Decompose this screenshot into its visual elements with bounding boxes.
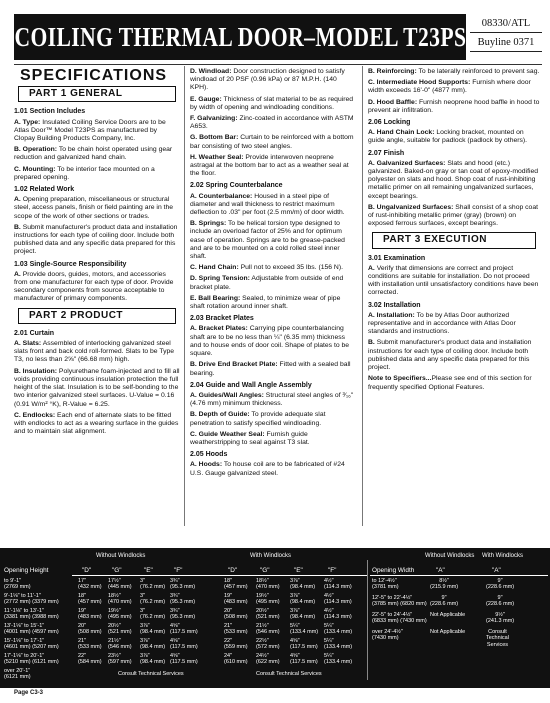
spec-label: A. Type: [14,118,41,126]
section-heading: 2.01 Curtain [14,329,55,337]
column-header: Opening Height [4,567,49,574]
spec-label: G. Bottom Bar: [190,134,239,142]
table-cell: 21" (533 mm) [224,623,248,636]
spec-paragraph [14,340,180,365]
spec-paragraph [368,204,540,229]
spec-label: D. Hood Baffle: [368,98,418,106]
spec-text: Structural steel angles of ³⁄₁₆" (4.76 mm) minimum thickness. [190,391,354,408]
table-cell: 24½" (622 mm) [256,653,280,666]
table-cell: 5¼" (133.4 mm) [324,638,353,651]
spec-text: Door construction designed to satisfy windload of 20 PSF (0.96 kPa) or 87 M.P.H. (140 KPH). [190,68,345,92]
table-cell: 19½" (495 mm) [108,608,132,621]
row-label: 9'-1⅛" to 11'-1" (2772 mm) (3379 mm) [4,593,59,606]
spec-text: Assembled of interlocking galvanized steel slats front and back cold roll-formed. Slats to be Type T3, no less than 2⅝" (66.68 mm) high. [14,340,175,364]
spec-paragraph [190,96,356,112]
spec-text: Thickness of slat material to be as required by width of opening and windloading conditions. [190,95,354,111]
table-cell: 20½" (521 mm) [108,623,132,636]
column-header: "E" [294,567,303,574]
spec-label: H. Weather Seal: [190,153,244,161]
section-code: 08330/ATL [470,14,542,33]
spec-label: A. Bracket Plates: [190,325,248,333]
spec-paragraph [14,412,180,437]
spec-label: B. Springs: [190,220,227,228]
spec-label: B. Ungalvanized Surfaces: [368,203,454,211]
spec-text: Curtain to be reinforced with a bottom bar consisting of two steel angles. [190,134,354,150]
spec-label: A. Hoods: [190,461,223,469]
spec-label: B. Operation: [14,146,58,154]
spec-label: D. Windload: [190,68,232,75]
spec-label: A. [14,270,21,278]
table-cell: 4⅝" (117.5 mm) [170,653,198,666]
spec-paragraph [14,368,180,409]
table-cell: 3¾" (95.3 mm) [170,578,196,591]
spec-paragraph [368,265,540,298]
title-banner [14,14,466,60]
spec-label: B. Drive End Bracket Plate: [190,361,278,369]
table-cell: 5¼" (133.4 mm) [324,653,353,666]
table-cell: 3¾" (95.3 mm) [170,608,196,621]
spec-label: A. Galvanized Surfaces: [368,159,446,167]
table-cell: 19" (483 mm) [224,593,248,606]
spec-paragraph [368,129,540,145]
spec-paragraph [14,196,180,221]
table-cell: 21½" (546 mm) [108,638,132,651]
table-cell: 22½" (572 mm) [256,638,280,651]
table-cell: 3⅞" (98.4 mm) [140,653,166,666]
row-label: 12'-5" to 22'-4½" (3785 mm) (6820 mm) [372,595,427,608]
table-cell: 3⅞" (98.4 mm) [290,578,316,591]
spec-text: Locking bracket, mounted on guide angle, suitable for padlock (padlock by others). [368,129,528,145]
column-divider [184,66,185,526]
column-1 [14,68,180,439]
spec-paragraph [190,134,356,150]
table-cell: 22" (584 mm) [78,653,102,666]
section-heading: 2.07 Finish [368,149,405,157]
section-heading: 1.02 Related Work [14,186,75,194]
column-3-content [368,68,540,392]
table-cell: 18½" (470 mm) [256,578,280,591]
table-cell: 4½" (114.3 mm) [324,578,352,591]
table-cell: 9" (228.6 mm) [486,595,515,608]
spec-paragraph [190,264,356,272]
table-cell: 4⅝" (117.5 mm) [290,638,318,651]
spec-text: Provide interwoven neoprene astragal at the bottom bar to act as a weather seal at the floor. [190,153,349,178]
column-header: Opening Width [372,567,415,574]
spec-label: D. Spring Tension: [190,275,250,283]
spec-paragraph [190,275,356,291]
spec-text: Carrying pipe counterbalancing shaft are to be no less than ¼" (6.35 mm) thickness and to house ends of door coil. Shape of plates to be square. [190,325,350,358]
spec-text: Fitted with a sealed ball bearing. [190,361,351,377]
spec-label: C. Intermediate Hood Supports: [368,79,471,87]
spec-label: E. Gauge: [190,95,222,103]
table-cell: 4½" (114.3 mm) [324,608,352,621]
spec-label: C. Hand Chain: [190,264,239,272]
top-rule [14,64,542,65]
spec-text: To be chain hoist operated using gear reduction and galvanized hand chain. [14,146,173,162]
table-divider [367,560,368,680]
spec-text: To be helical torsion type designed to include an overload factor of 25% and for optimum ease of operation. Springs are to be grease-packed and are to be mounted on a cold rolled steel inner shaft. [190,220,345,261]
spec-paragraph [14,146,180,162]
spec-paragraph [14,271,180,304]
spec-paragraph [190,220,356,261]
spec-text: To be interior face mounted on a prepared opening. [14,165,155,181]
spec-text: Insulated Coiling Service Doors are to be Atlas Door™ Model T23PS as manufactured by Clopay Building Products Company, Inc. [14,118,166,143]
spec-text: Please see end of this section for frequently specified Optional Features. [368,375,532,391]
row-label: 22'-5" to 24'-4½" (6833 mm) (7430 mm) [372,612,427,625]
spec-text: Furnish where door width exceeds 16'-0" (4877 mm). [368,79,531,95]
spec-text: Submit manufacturer's product data and installation instructions for each type of coiling door. Include both published data and any specific data prepared for this project. [368,339,532,372]
table-cell: 21" (533 mm) [78,638,102,651]
spec-paragraph [368,79,540,95]
spec-label: C. Endlocks: [14,411,56,419]
table-cell: 17" (432 mm) [78,578,102,591]
spec-paragraph [190,68,356,93]
spec-label: B. Reinforcing: [368,68,417,75]
spec-paragraph [190,392,356,408]
table-cell: 24" (610 mm) [224,653,248,666]
page-number: Page C3-3 [14,690,44,696]
spec-text: Furnish guide weatherstripping to seal against T3 slat. [190,430,310,446]
section-heading: 3.01 Examination [368,254,426,262]
spec-text: Each end of alternate slats to be fitted with endlocks to act as a wearing surface in the guides and to maintain slat alignment. [14,411,179,436]
spec-text: Zinc-coated in accordance with ASTM A653. [190,115,354,131]
page-title: COILING THERMAL DOOR–MODEL T23PS [14,21,466,52]
table-cell: 23½" (597 mm) [108,653,132,666]
column-2 [190,68,356,481]
table-cell: 19½" (495 mm) [256,593,280,606]
column-3 [368,68,540,395]
spec-paragraph [368,99,540,115]
table-cell: 20" (508 mm) [78,623,102,636]
column-divider [362,66,363,526]
spec-text: Housed in a steel pipe of diameter and wall thickness to restrict maximum deflection to .03" per foot (2.5 mm/m) of door width. [190,192,345,217]
table-cell: 5¼" (133.4 mm) [290,623,319,636]
buyline: Buyline 0371 [470,33,542,52]
spec-text: To provide adequate slat penetration to satisfy specified windloading. [190,411,326,427]
spec-paragraph [14,119,180,144]
table-cell: 9½" (241.3 mm) [486,612,515,625]
column-header: "F" [328,567,337,574]
table-cell: 3⅞" (98.4 mm) [290,593,316,606]
spec-text: Shall consist of a shop coat of rust-inhibiting metallic primer (gray) (brown) on exposed ferrous surfaces, except bearings. [368,203,539,228]
spec-text: Polyurethane foam-injected and to fill all voids providing continuous insulation protection the full height of the slat. Insulation is to be self-bonding to the two interior galvanized steel surfaces. U-Value = 0.16 (0.91 W/m² °K), R-Value = 6.25. [14,367,180,408]
table-cell: 19" (483 mm) [78,608,102,621]
spec-label: A. Counterbalance: [190,192,253,200]
row-label: 13'-1⅛" to 15'-1" (4001 mm) (4597 mm) [4,623,59,636]
spec-text: To be laterally reinforced to prevent sag. [416,68,540,75]
specifications-heading: SPECIFICATIONS [20,67,168,84]
consult-note: Consult Technical Services [118,671,184,677]
right-group-without: Without Windlocks [425,553,475,559]
table-cell: 9" (228.6 mm) [486,578,515,591]
row-label: over 24'-4½" (7430 mm) [372,629,403,642]
spec-text: Pull not to exceed 35 lbs. (156 N). [238,264,343,272]
table-cell: 17½" (445 mm) [108,578,132,591]
spec-label: A. Hand Chain Lock: [368,129,435,137]
column-header: "E" [144,567,153,574]
spec-paragraph [190,325,356,358]
section-heading: 3.02 Installation [368,301,421,309]
consult-note: Consult Technical Services [256,671,322,677]
section-heading: 2.03 Bracket Plates [190,315,254,323]
row-label: to 9'-1" (2769 mm) [4,578,31,591]
spec-text: Sealed, to minimize wear of pipe shaft rotation around inner shaft. [190,294,341,311]
spec-text: Slats and hood (etc.) galvanized. Baked-on gray or tan coat of epoxy-modified polyester on slats and hood. Shop coat of rust-inhibiting metallic primer on all remaining ungalvanized surfaces, except bearings. [368,159,539,200]
group-with-windlocks: With Windlocks [250,553,292,559]
spec-text: Submit manufacturer's product data and installation instructions for each type of coiling door. Include both published data and any specific data prepared for this project. [14,223,178,256]
spec-text: To house coil are to be fabricated of #24 U.S. Gauge galvanized steel. [190,461,345,477]
spec-label: A. Installation: [368,311,415,319]
column-header: "D" [82,567,92,574]
table-cell: 3" (76.2 mm) [140,593,166,606]
section-heading: 2.04 Guide and Wall Angle Assembly [190,381,312,389]
table-cell: 18½" (470 mm) [108,593,132,606]
spec-label: B. [14,223,21,231]
spec-paragraph [368,68,540,76]
section-heading: 1.03 Single-Source Responsibility [14,260,127,268]
table-cell: 4⅝" (117.5 mm) [170,638,198,651]
column-header: "A" [492,567,501,574]
table-cell: 3" (76.2 mm) [140,578,166,591]
spec-label: F. Galvanizing: [190,115,238,123]
spec-paragraph [190,361,356,377]
table-cell: Consult Technical Services [486,629,509,648]
table-cell: Not Applicable [430,629,466,635]
column-1-content [14,86,180,436]
table-cell: 4⅝" (117.5 mm) [170,623,198,636]
table-cell: 3⅞" (98.4 mm) [140,623,166,636]
spec-paragraph [14,166,180,182]
spec-paragraph [368,312,540,337]
table-cell: Not Applicable [430,612,466,618]
section-heading: 2.06 Locking [368,119,411,127]
table-cell: 5¼" (133.4 mm) [324,623,353,636]
table-cell: 3¾" (95.3 mm) [170,593,196,606]
spec-text: Verify that dimensions are correct and project conditions are suitable for installation. Do not proceed with installation until unsatisfactory conditions have been corrected. [368,264,539,297]
row-label: 15'-1⅛" to 17'-1" (4601 mm) (5207 mm) [4,638,59,651]
spec-label: Note to Specifiers... [368,375,432,383]
right-group-with: With Windlocks [482,553,524,559]
spec-label: B. [368,339,375,347]
spec-text: To be by Atlas Door authorized representative and in accordance with Atlas Door standards and instructions. [368,311,516,336]
part-heading: PART 1 GENERAL [18,86,176,102]
spec-paragraph [190,154,356,179]
table-cell: 18" (457 mm) [78,593,102,606]
column-header: "F" [174,567,183,574]
spec-text: Provide doors, guides, motors, and accessories from one manufacturer for each type of door. Provide secondary components from source acceptable to manufacturer of primary components. [14,270,174,303]
part-heading: PART 2 PRODUCT [18,308,176,324]
spec-paragraph [190,431,356,447]
table-cell: 21½" (546 mm) [256,623,280,636]
row-label: 11'-1⅛" to 13'-1" (3381 mm) (3988 mm) [4,608,59,621]
spec-label: A. [368,264,375,272]
table-cell: 3⅞" (98.4 mm) [140,638,166,651]
document-codes [470,14,542,52]
spec-text: Furnish neoprene hood baffle in hood to prevent air infiltration. [368,98,540,114]
spec-label: B. Depth of Guide: [190,411,250,419]
spec-label: A. Guides/Wall Angles: [190,391,264,399]
table-cell: 8½" (215.9 mm) [430,578,459,591]
table-cell: 4⅝" (117.5 mm) [290,653,318,666]
spec-text: Adjustable from outside of end bracket plate. [190,275,344,291]
header-rule [370,575,548,576]
spec-label: C. Mounting: [14,165,56,173]
spec-paragraph [190,193,356,218]
table-cell: 18" (457 mm) [224,578,248,591]
row-label: over 20'-1" (6121 mm) [4,668,31,681]
table-cell: 20" (508 mm) [224,608,248,621]
spec-paragraph [14,224,180,257]
spec-paragraph [368,160,540,201]
spec-paragraph [190,115,356,131]
part-heading: PART 3 EXECUTION [372,232,536,248]
header-rule [72,575,368,576]
spec-paragraph [190,411,356,427]
table-cell: 3" (76.2 mm) [140,608,166,621]
section-heading: 2.05 Hoods [190,451,228,459]
table-cell: 4½" (114.3 mm) [324,593,352,606]
column-header: "A" [436,567,445,574]
row-label: to 12'-4½" (3781 mm) [372,578,399,591]
spec-label: E. Ball Bearing: [190,294,241,302]
spec-label: A. Slats: [14,340,42,348]
section-heading: 1.01 Section Includes [14,108,86,116]
spec-label: A. [14,196,21,204]
spec-text: Opening preparation, miscellaneous or structural steel, access panels, finish or field painting are in the scope of the work of other sections or trades. [14,196,174,220]
column-2-content [190,68,356,478]
spec-label: B. Insulation: [14,367,58,375]
row-label: 17'-1⅛" to 20'-1" (5210 mm) (6121 mm) [4,653,59,666]
column-header: "D" [228,567,238,574]
spec-paragraph [190,461,356,477]
table-cell: 20½" (521 mm) [256,608,280,621]
dimension-table [0,548,550,688]
column-header: "G" [260,567,270,574]
table-cell: 22" (559 mm) [224,638,248,651]
column-header: "G" [112,567,122,574]
group-without-windlocks: Without Windlocks [96,553,146,559]
table-cell: 9" (228.6 mm) [430,595,459,608]
spec-label: C. Guide Weather Seal: [190,430,265,438]
spec-paragraph [190,295,356,311]
section-heading: 2.02 Spring Counterbalance [190,182,283,190]
table-cell: 3⅞" (98.4 mm) [290,608,316,621]
spec-paragraph [368,339,540,372]
spec-paragraph [368,375,540,391]
